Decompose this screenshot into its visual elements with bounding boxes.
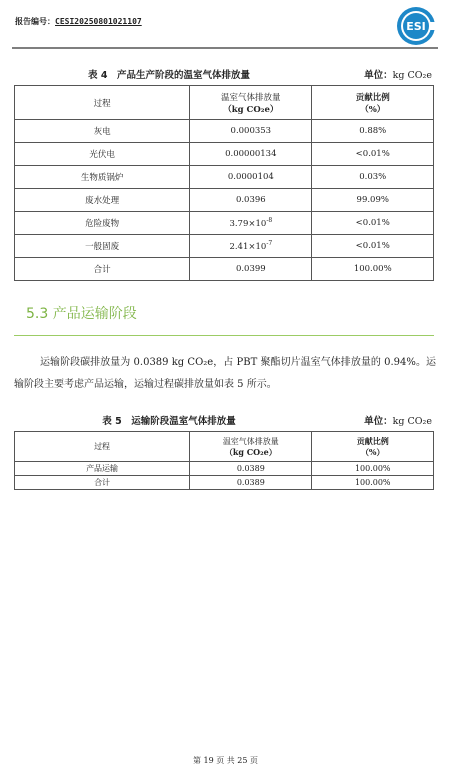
- table-row: [15, 212, 434, 235]
- table-cell-process: 光伏电: [15, 143, 190, 166]
- table-cell-emission: 0.000353: [190, 120, 312, 143]
- table4-unit: 单位：kg CO₂e: [364, 70, 432, 81]
- table4-caption: 表 4 产品生产阶段的温室气体排放量: [88, 70, 250, 81]
- table-cell-process: 合计: [15, 476, 190, 490]
- table5-header-row: [15, 432, 434, 462]
- table-cell-emission: 0.0000104: [190, 166, 312, 189]
- table-cell-share: <0.01%: [312, 235, 434, 258]
- table-cell-share: <0.01%: [312, 212, 434, 235]
- table-cell-process: 灰电: [15, 120, 190, 143]
- table-cell-process: 合计: [15, 258, 190, 281]
- table4-header-emission: 温室气体排放量 （kg CO₂e）: [190, 86, 312, 120]
- table-row: [15, 143, 434, 166]
- table-row: [15, 189, 434, 212]
- table-row: [15, 120, 434, 143]
- table-cell-share: 0.88%: [312, 120, 434, 143]
- table4-header-share: 贡献比例 （%）: [312, 86, 434, 120]
- table5-unit: 单位：kg CO₂e: [364, 416, 432, 427]
- table4-header-process: 过程: [15, 86, 190, 120]
- table-cell-share: 100.00%: [312, 462, 434, 476]
- table-cell-share: 100.00%: [312, 476, 434, 490]
- table-cell-process: 一般固废: [15, 235, 190, 258]
- table-cell-emission: $3.79\times 10^{-8}$: [190, 212, 312, 235]
- table-cell-emission: 0.0399: [190, 258, 312, 281]
- table-cell-share: <0.01%: [312, 143, 434, 166]
- report-number: [15, 16, 142, 27]
- logo-text: ESI: [406, 20, 426, 33]
- table5-caption-row: [14, 413, 434, 429]
- table-cell-share: 99.09%: [312, 189, 434, 212]
- table4-caption-row: [14, 67, 434, 83]
- header-divider: [12, 47, 438, 49]
- table-cell-process: 生物质锅炉: [15, 166, 190, 189]
- table-cell-process: 废水处理: [15, 189, 190, 212]
- table-row: [15, 235, 434, 258]
- table-row: [15, 258, 434, 281]
- section-heading: 5.3 产品运输阶段: [26, 306, 137, 322]
- table-row: [15, 462, 434, 476]
- table4: [14, 85, 434, 281]
- table-cell-process: 产品运输: [15, 462, 190, 476]
- page-footer: 第 19 页 共 25 页: [192, 756, 259, 765]
- section-divider: [14, 335, 434, 336]
- section-paragraph: 运输阶段碳排放量为 0.0389 kg CO₂e，占 PBT 聚酯切片温室气体排放量的 0.94%。运输阶段主要考虑产品运输，运输过程碳排放量如表 5 所示。: [14, 357, 436, 390]
- table-row: [15, 166, 434, 189]
- table-row: [15, 476, 434, 490]
- table-cell-emission: 0.0389: [190, 462, 312, 476]
- table5: [14, 431, 434, 490]
- table5-header-emission: 温室气体排放量 （kg CO₂e）: [190, 432, 312, 462]
- table5-header-process: 过程: [15, 432, 190, 462]
- table-cell-emission: 0.00000134: [190, 143, 312, 166]
- table-cell-share: 0.03%: [312, 166, 434, 189]
- table-cell-emission: 0.0396: [190, 189, 312, 212]
- table4-header-row: [15, 86, 434, 120]
- report-number-code: CESI20250801021107: [55, 17, 142, 26]
- table-cell-process: 危险废物: [15, 212, 190, 235]
- table5-caption: 表 5 运输阶段温室气体排放量: [102, 416, 236, 427]
- table-cell-emission: $2.41\times 10^{-7}$: [190, 235, 312, 258]
- cesi-logo-icon: [396, 6, 436, 46]
- table-cell-share: 100.00%: [312, 258, 434, 281]
- table-cell-emission: 0.0389: [190, 476, 312, 490]
- report-number-label: 报告编号：: [15, 17, 55, 26]
- table5-header-share: 贡献比例 （%）: [312, 432, 434, 462]
